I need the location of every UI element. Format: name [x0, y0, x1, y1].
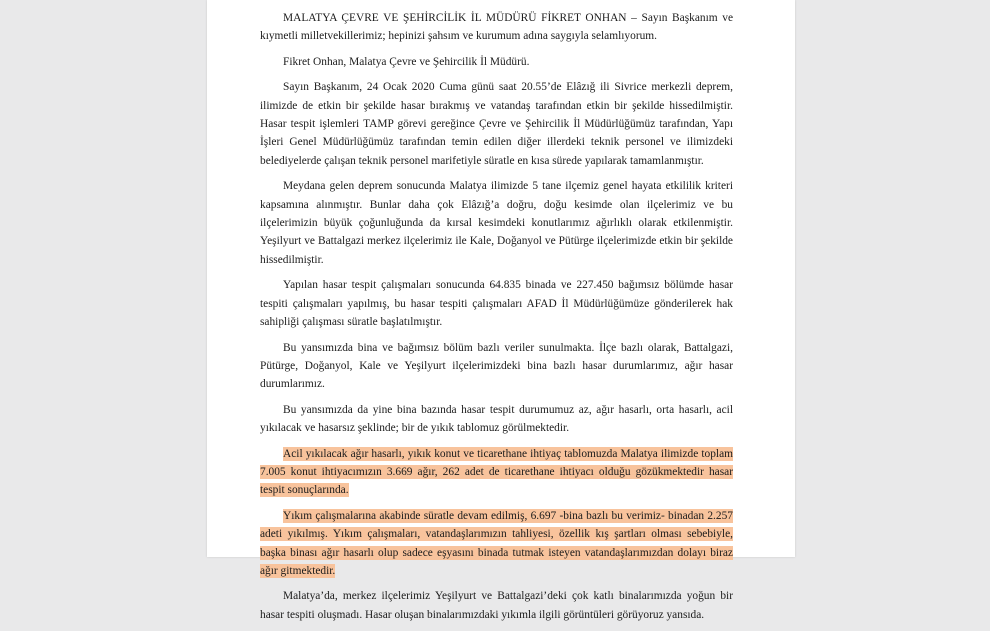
paragraph-name-title	[260, 53, 733, 71]
paragraph-text: Fikret Onhan, Malatya Çevre ve Şehircilik İl Müdürü.	[283, 55, 530, 68]
paragraph-central-districts	[260, 587, 733, 624]
paragraph-slide-damage-table	[260, 401, 733, 438]
paragraph-damage-assessment	[260, 276, 733, 331]
paragraph-slide-building-data	[260, 339, 733, 394]
paragraph-text: Yapılan hasar tespit çalışmaları sonucunda 64.835 binada ve 227.450 bağımsız bölümde hasar tespiti çalışmaları yapılmış, bu hasar tespiti çalışmaları AFAD İl Müdürlüğümüze gönderilerek hak sahipliği çalışması süratle başlatılmıştır.	[260, 279, 733, 329]
document-page	[207, 0, 795, 621]
paragraph-text: Malatya’da, merkez ilçelerimiz Yeşilyurt ve Battalgazi’deki çok katlı binalarımızda yoğun bir hasar tespiti oluşmadı. Hasar oluşan binalarımızdaki yıkımla ilgili görüntüleri görüyoruz yansıda.	[260, 590, 733, 621]
paragraph-housing-need-highlighted	[260, 445, 733, 500]
paragraph-demolition-highlighted	[260, 507, 733, 581]
highlighted-text: Acil yıkılacak ağır hasarlı, yıkık konut ve ticarethane ihtiyaç tablomuzda Malatya ilimizde toplam 7.005 konut ihtiyacımızın 3.669 ağır, 262 adet de ticarethane ihtiyacı olduğu gözükmektedir hasar tespit sonuçlarında.	[260, 447, 733, 497]
paragraph-earthquake-date	[260, 78, 733, 170]
document-body	[260, 9, 733, 631]
paragraph-speaker-intro	[260, 9, 733, 46]
paragraph-text: Sayın Başkanım, 24 Ocak 2020 Cuma günü saat 20.55’de Elâzığ ili Sivrice merkezli deprem, ilimizde de etkin bir şekilde hasar bırakmış ve vatandaş tarafından etkin bir şekilde hissedilmiştir. Hasar tespit işlemleri TAMP görevi gereğince Çevre ve Şehircilik İl Müdürlüğümüz tarafından, Yapı İşleri Genel Müdürlüğümüz tarafından temin edilen diğer illerdeki teknik personel ve ilimizdeki belediyelerde çalışan teknik personel marifetiyle süratle en kısa sürede yapılarak tamamlanmıştır.	[260, 81, 733, 167]
paragraph-text: MALATYA ÇEVRE VE ŞEHİRCİLİK İL MÜDÜRÜ FİKRET ONHAN – Sayın Başkanım ve kıymetli milletvekillerimiz; hepinizi şahsım ve kurumum adına saygıyla selamlıyorum.	[260, 12, 733, 43]
highlighted-text: Yıkım çalışmalarına akabinde süratle devam edilmiş, 6.697 -bina bazlı bu verimiz- binadan 2.257 adeti yıkılmış. Yıkım çalışmaları, vatandaşlarımızın tahliyesi, özellik kış şartları olması sebebiyle, başka binası ağır hasarlı olup sadece eşyasını binada tutmak isteyen vatandaşlarımızdan dolayı biraz ağır gitmektedir.	[260, 509, 733, 577]
paragraph-affected-districts	[260, 177, 733, 269]
paragraph-text: Bu yansımızda bina ve bağımsız bölüm bazlı veriler sunulmakta. İlçe bazlı olarak, Battalgazi, Pütürge, Doğanyol, Kale ve Yeşilyurt ilçelerimizdeki bina bazlı hasar durumlarımız, ağır hasar durumlarımız.	[260, 341, 733, 391]
paragraph-text: Meydana gelen deprem sonucunda Malatya ilimizde 5 tane ilçemiz genel hayata etkililik kriteri kapsamına alınmıştır. Bunlar daha çok Elâzığ’a doğru, doğu kesimde olan ilçelerimiz ve bu ilçelerimizin büyük çoğunluğunda da kırsal kesimdeki konutlarımız ağırlıklı olarak etkilenmiştir. Yeşilyurt ve Battalgazi merkez ilçelerimiz ile Kale, Doğanyol ve Pütürge ilçelerimizde etkin bir şekilde hissedilmiştir.	[260, 180, 733, 266]
paragraph-text: Bu yansımızda da yine bina bazında hasar tespit durumumuz az, ağır hasarlı, orta hasarlı, acil yıkılacak ve hasarsız şeklinde; bir de yıkık tablomuz görülmektedir.	[260, 403, 733, 435]
